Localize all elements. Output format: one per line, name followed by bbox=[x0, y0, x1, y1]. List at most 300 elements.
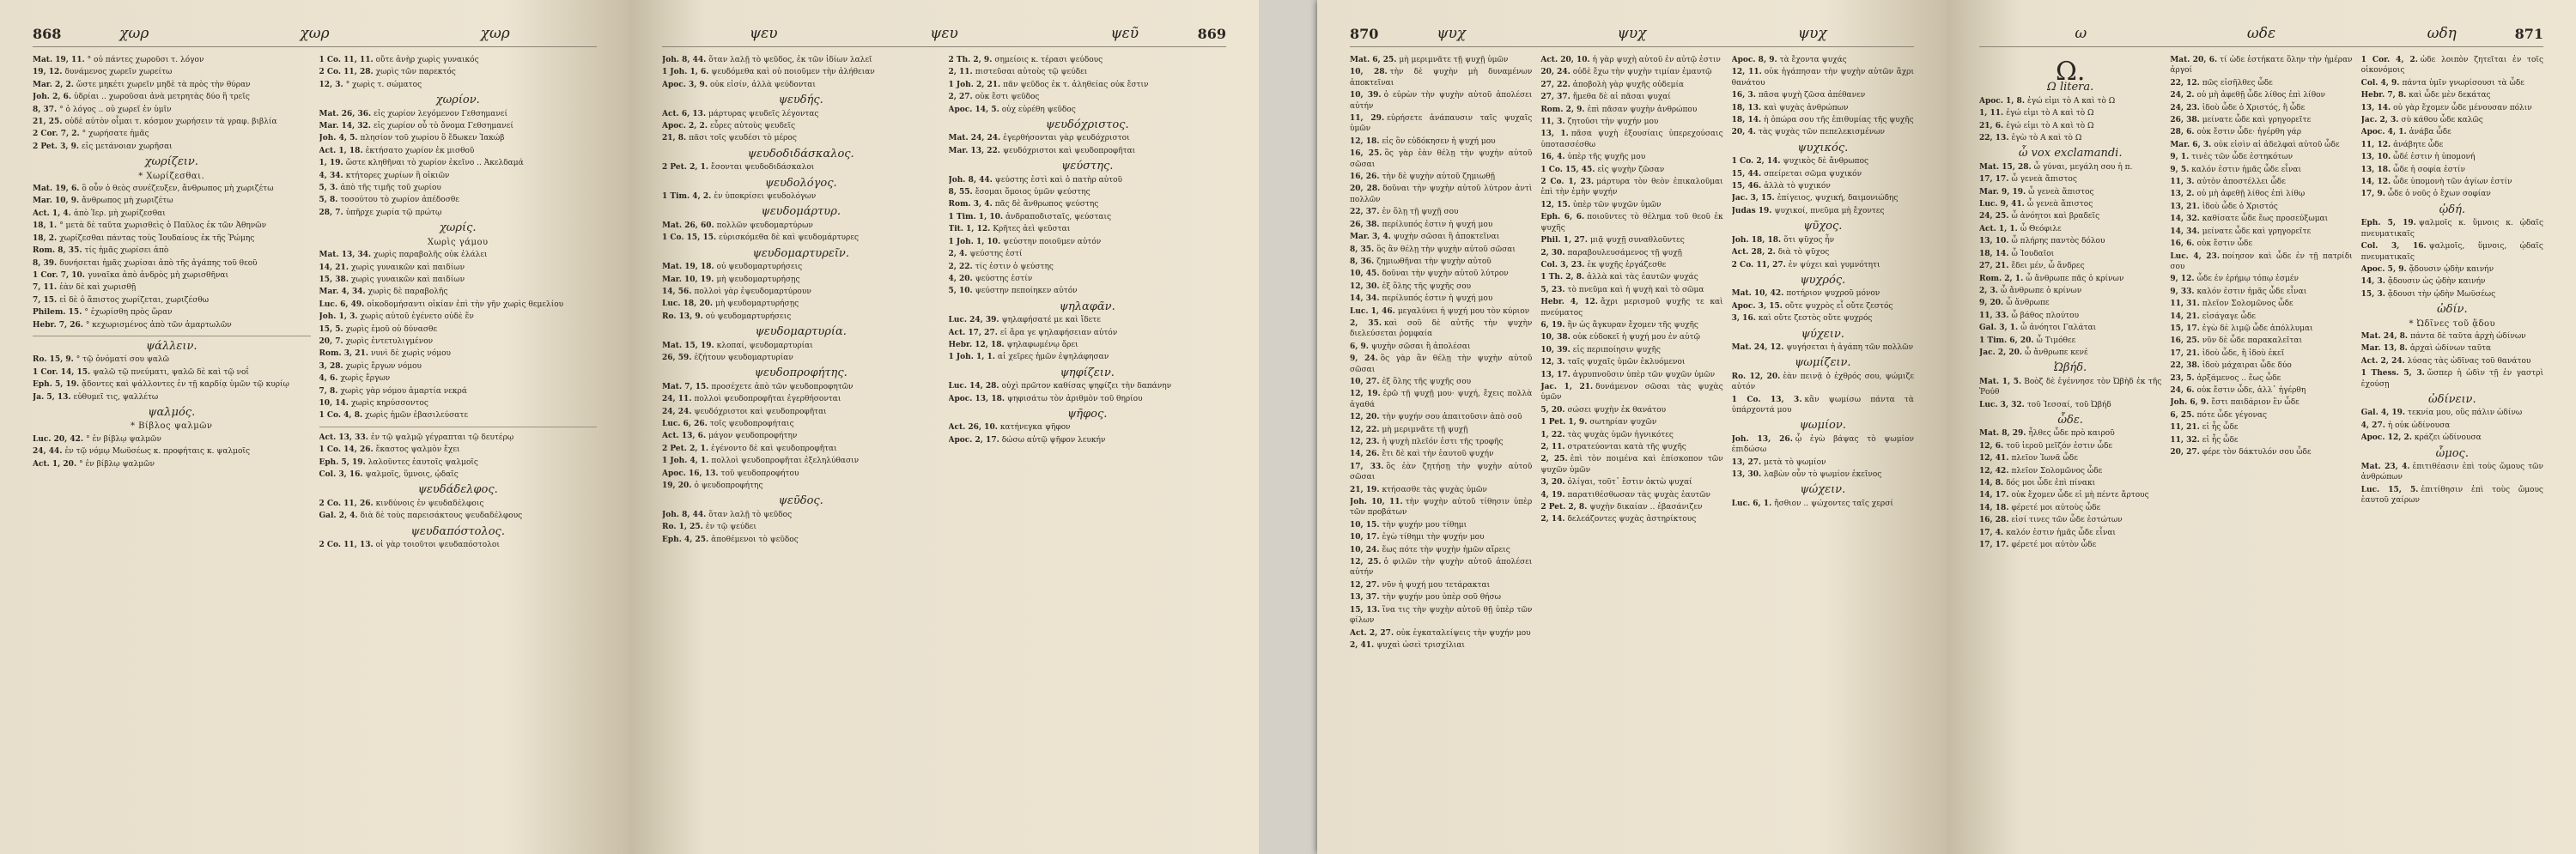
verse-reference: Joh. 10, 11. bbox=[1350, 498, 1403, 507]
verse-text: ὦ ἄνθρωπε πᾶς ὁ κρίνων bbox=[2026, 274, 2124, 283]
verse-reference: 7, 8. bbox=[319, 386, 338, 396]
lemma-heading: ψευδοδιδάσκαλος. bbox=[747, 147, 854, 161]
verse-text: ψηφισάτω τὸν ἀριθμὸν τοῦ θηρίου bbox=[1006, 394, 1143, 403]
verse-reference: Apoc. 5, 9. bbox=[2360, 264, 2407, 274]
concordance-entry bbox=[662, 162, 940, 173]
concordance-entry bbox=[2361, 241, 2543, 263]
verse-reference: 8, 37. bbox=[33, 105, 58, 114]
verse-reference: 1 Tim. 4, 2. bbox=[662, 192, 712, 202]
verse-text: ἡ ψυχὴ πλεῖόν ἐστι τῆς τροφῆς bbox=[1382, 438, 1504, 446]
verse-text: ὁ εὑρὼν τὴν ψυχὴν αὐτοῦ ἀπολέσει αὐτήν bbox=[1350, 91, 1533, 111]
verse-reference: 17, 33. bbox=[1350, 462, 1384, 471]
verse-reference: 1 Cor. 14, 15. bbox=[33, 367, 91, 377]
verse-text: ° ἐν βίβλῳ ψαλμῶν bbox=[79, 459, 155, 469]
verse-reference: 14, 21. bbox=[2170, 312, 2200, 321]
verse-text: δοῦναι τὴν ψυχὴν αὐτοῦ λύτρον bbox=[1382, 270, 1509, 279]
verse-text: τὰς ψυχὰς τῶν πεπελεκισμένων bbox=[1758, 128, 1886, 137]
verse-reference: 1 Co. 2, 14. bbox=[1731, 157, 1781, 167]
concordance-entry bbox=[2361, 356, 2543, 366]
verse-reference: 22, 13. bbox=[1979, 134, 2009, 143]
verse-text: οὐκ ἔστιν ὧδε bbox=[2196, 239, 2253, 249]
verse-reference: 4, 20. bbox=[948, 274, 973, 283]
verse-text: ἰδοὺ ὧδε ὁ Χριστός bbox=[2202, 202, 2278, 211]
verse-reference: 10, 38. bbox=[1540, 333, 1571, 342]
verse-reference: 2 Pet. 3, 9. bbox=[33, 142, 79, 151]
verse-reference: 19, 20. bbox=[662, 482, 692, 490]
verse-text: ἐξ ὅλης τῆς ψυχῆς σου bbox=[1382, 282, 1472, 291]
concordance-entry bbox=[1732, 247, 1914, 257]
verse-text: ὥσπερ ἡ ὠδὶν τῇ ἐν γαστρὶ ἐχούσῃ bbox=[2360, 369, 2543, 389]
verse-text: δελεάζοντες ψυχὰς ἀστηρίκτους bbox=[1567, 515, 1697, 524]
verse-reference: 2 Co. 1, 23. bbox=[1540, 178, 1595, 187]
verse-reference: 1 Co. 4, 8. bbox=[319, 411, 363, 421]
verse-text: ψυχικὸς δὲ ἄνθρωπος bbox=[1783, 157, 1869, 167]
verse-reference: Mat. 26, 60. bbox=[662, 221, 714, 230]
verse-text: ἄνθρωπος μὴ χωριζέτω bbox=[82, 197, 173, 206]
verse-reference: Joh. 6, 9. bbox=[2170, 398, 2209, 408]
running-head: χωρ bbox=[119, 25, 149, 42]
verse-reference: Apoc. 2, 2. bbox=[662, 122, 708, 131]
verse-text: ° χωρὶς τ. σώματος bbox=[345, 80, 422, 89]
verse-text: ἐγὼ τὸ Α καὶ τὸ Ω bbox=[2011, 134, 2082, 143]
concordance-entry bbox=[2170, 287, 2352, 297]
lemma-heading: ὧδε. bbox=[2057, 413, 2083, 427]
verse-text: εὑρήσετε ἀνάπαυσιν ταῖς ψυχαῖς ὑμῶν bbox=[1350, 114, 1533, 134]
concordance-entry bbox=[662, 394, 940, 404]
text-columns bbox=[33, 55, 597, 828]
concordance-entry bbox=[949, 187, 1227, 197]
text-column bbox=[662, 55, 940, 828]
concordance-entry bbox=[1350, 55, 1532, 65]
verse-reference: 1 Th. 2, 8. bbox=[1540, 273, 1585, 282]
verse-reference: Rom. 2, 9. bbox=[1540, 105, 1585, 114]
verse-reference: 12, 18. bbox=[1350, 136, 1380, 146]
verse-text: ὃς ἐὰν ζητήσῃ τὴν ψυχὴν αὐτοῦ σῶσαι bbox=[1350, 462, 1533, 482]
verse-reference: Ro. 15, 9. bbox=[33, 355, 74, 365]
verse-reference: 10, 17. bbox=[1350, 533, 1380, 542]
verse-reference: 16, 26. bbox=[1350, 173, 1380, 182]
verse-text: ψευδόμεθα καὶ οὐ ποιοῦμεν τὴν ἀλήθειαν bbox=[711, 68, 875, 77]
concordance-entry bbox=[949, 133, 1227, 143]
verse-text: ψευδόχριστοι καὶ ψευδοπροφῆται bbox=[694, 407, 827, 416]
concordance-entry bbox=[33, 434, 311, 445]
verse-reference: 18, 14. bbox=[1979, 249, 2009, 258]
concordance-entry bbox=[2170, 165, 2352, 175]
verse-text: οὐ μὴ ἀφεθῇ λίθος ἐπὶ λίθῳ bbox=[2196, 190, 2306, 199]
verse-reference: 8, 55. bbox=[948, 188, 973, 197]
verse-reference: Act. 1, 1. bbox=[1979, 224, 2018, 233]
verse-text: κατήνεγκα ψῆφον bbox=[999, 423, 1071, 433]
verse-reference: 6, 9. bbox=[1350, 342, 1369, 351]
verse-text: ταῖς ψυχαῖς ὑμῶν ἐκλυόμενοι bbox=[1567, 358, 1686, 367]
concordance-entry bbox=[949, 274, 1227, 284]
verse-reference: Act. 26, 10. bbox=[948, 423, 998, 433]
verse-text: ἐὰν δὲ καὶ χωρισθῇ bbox=[59, 283, 137, 293]
verse-text: κἂν ψωμίσω πάντα τὰ ὑπάρχοντά μου bbox=[1731, 395, 1914, 415]
lemma-heading: ψευδάδελφος. bbox=[417, 483, 498, 497]
verse-reference: Jac. 3, 15. bbox=[1731, 194, 1775, 203]
verse-text: ὧδε λοιπὸν ζητεῖται ἐν τοῖς οἰκονόμοις bbox=[2360, 56, 2543, 76]
concordance-entry bbox=[1350, 282, 1532, 292]
verse-reference: 18, 13. bbox=[1731, 103, 1762, 112]
verse-reference: Apoc. 1, 8. bbox=[1979, 96, 2025, 106]
concordance-entry bbox=[1979, 298, 2161, 308]
verse-text: ° οὐ πάντες χωροῦσι τ. λόγον bbox=[87, 56, 204, 64]
lemma-heading: ψευδολόγος. bbox=[764, 176, 837, 190]
verse-text: πᾶσα ψυχὴ ζῶσα ἀπέθανεν bbox=[1758, 91, 1866, 100]
verse-text: διὰ τὸ ψῦχος bbox=[1777, 248, 1830, 257]
page-number: 871 bbox=[2514, 26, 2543, 42]
lemma-heading: ψωμίζειν. bbox=[1795, 356, 1851, 370]
verse-text: τοῦ ψευδοπροφήτου bbox=[720, 469, 799, 478]
verse-reference: 2, 4. bbox=[948, 250, 968, 259]
verse-text: τοῦ Ἰεσσαί, τοῦ Ὠβήδ bbox=[2026, 400, 2111, 409]
verse-text: ἰδοὺ μάχαιραι ὧδε δύο bbox=[2202, 361, 2292, 371]
concordance-entry bbox=[2170, 140, 2352, 150]
verse-text: ψεύστης ἐστὶ καὶ ὁ πατὴρ αὐτοῦ bbox=[994, 175, 1123, 185]
verse-reference: 11, 33. bbox=[1979, 311, 2009, 320]
verse-reference: Joh. 8, 44. bbox=[948, 175, 993, 185]
verse-text: τοῖς ψευδοπροφήταις bbox=[709, 419, 794, 428]
verse-text: ὥστε μηκέτι χωρεῖν μηδὲ τὰ πρὸς τὴν θύραν bbox=[76, 80, 251, 89]
verse-text: ψεύστης ἐστί bbox=[969, 250, 1023, 259]
concordance-entry bbox=[662, 456, 940, 466]
concordance-entry bbox=[949, 340, 1227, 350]
verse-text: ° ὁ λόγος .. οὐ χωρεῖ ἐν ὑμῖν bbox=[59, 105, 172, 114]
verse-text: οὐκ εἰσίν, ἀλλὰ ψεύδονται bbox=[709, 80, 816, 89]
concordance-entry bbox=[1732, 181, 1914, 191]
concordance-entry bbox=[319, 171, 598, 181]
concordance-entry bbox=[662, 275, 940, 285]
concordance-entry bbox=[33, 320, 311, 330]
verse-reference: Mat. 10, 42. bbox=[1731, 289, 1784, 299]
verse-reference: 10, 39. bbox=[1350, 91, 1382, 100]
verse-reference: Philem. 15. bbox=[33, 308, 82, 318]
concordance-entry bbox=[319, 445, 598, 455]
concordance-entry bbox=[1540, 442, 1722, 452]
concordance-entry bbox=[1350, 557, 1532, 578]
concordance-entry bbox=[1979, 348, 2161, 358]
concordance-entry bbox=[2361, 140, 2543, 150]
verse-text: οἰκοδομήσαντι οἰκίαν ἐπὶ τὴν γῆν χωρὶς θεμελίου bbox=[367, 300, 564, 309]
verse-text: μείνατε ὧδε καὶ γρηγορεῖτε bbox=[2202, 116, 2312, 125]
concordance-entry bbox=[2361, 152, 2543, 162]
verse-text: ° χωρήσατε ἡμᾶς bbox=[82, 130, 149, 139]
lemma-heading: ψῆφος. bbox=[1067, 407, 1108, 421]
lemma-heading: ψῦχος. bbox=[1803, 220, 1843, 233]
verse-text: δώσω αὐτῷ ψῆφον λευκήν bbox=[1001, 435, 1106, 445]
verse-reference: Apoc. 8, 9. bbox=[1731, 56, 1777, 64]
verse-text: φέρετέ μοι αὐτοὺς ὧδε bbox=[2011, 503, 2101, 512]
concordance-entry bbox=[319, 511, 598, 521]
verse-reference: Col. 3, 16. bbox=[2360, 242, 2427, 251]
verse-text: πλεῖον Ἰωνᾶ ὧδε bbox=[2011, 454, 2078, 463]
verse-text: ὧδε ὑπομονὴ τῶν ἁγίων ἐστίν bbox=[2393, 178, 2512, 187]
verse-text: φέρε τὸν δάκτυλόν σου ὧδε bbox=[2202, 448, 2312, 457]
verse-text: πᾶς δὲ ἄνθρωπος ψεύστης bbox=[994, 200, 1099, 209]
concordance-entry bbox=[1350, 136, 1532, 147]
verse-text: Κρῆτες ἀεὶ ψεῦσται bbox=[993, 225, 1071, 234]
concordance-entry bbox=[1350, 640, 1532, 651]
concordance-entry bbox=[1350, 220, 1532, 230]
verse-text: οὐδὲ ἔχω τὴν ψυχὴν τιμίαν ἐμαυτῷ bbox=[1572, 68, 1712, 77]
concordance-entry bbox=[1540, 212, 1722, 233]
concordance-entry bbox=[1732, 313, 1914, 324]
verse-text: τινὲς τῶν ὧδε ἑστηκότων bbox=[2191, 153, 2293, 162]
verse-text: ὦ πλήρης παντὸς δόλου bbox=[2011, 237, 2105, 246]
verse-text: παρατιθέσθωσαν τὰς ψυχὰς ἑαυτῶν bbox=[1567, 490, 1711, 500]
verse-reference: 10, 14. bbox=[319, 398, 349, 408]
concordance-entry bbox=[2170, 227, 2352, 237]
verse-text: ᾄδοντες καὶ ψάλλοντες ἐν τῇ καρδίᾳ ὑμῶν τῷ κυρίῳ bbox=[82, 380, 289, 390]
lemma-heading: χωρίς. bbox=[439, 221, 477, 235]
concordance-entry bbox=[2170, 299, 2352, 309]
verse-text: ὧδε ὁ νοῦς ὁ ἔχων σοφίαν bbox=[2387, 190, 2491, 199]
verse-reference: 14, 32. bbox=[2170, 215, 2200, 224]
running-head: ω bbox=[2075, 25, 2087, 42]
verse-reference: 6, 19. bbox=[1540, 320, 1565, 330]
text-column bbox=[1350, 55, 1532, 828]
verse-reference: Mar. 9, 19. bbox=[1979, 187, 2026, 197]
verse-reference: 28, 6. bbox=[2170, 128, 2195, 137]
verse-text: ψευδόχριστοι καὶ ψευδοπροφῆται bbox=[1002, 146, 1136, 155]
verse-reference: 13, 37. bbox=[1350, 593, 1380, 603]
concordance-entry bbox=[949, 92, 1227, 102]
concordance-entry bbox=[319, 540, 598, 550]
concordance-entry bbox=[2361, 462, 2543, 483]
concordance-entry bbox=[1732, 103, 1914, 113]
verse-reference: 2, 3. bbox=[1979, 286, 1998, 295]
verse-reference: 12, 19. bbox=[1350, 390, 1381, 399]
verse-reference: 20, 4. bbox=[1731, 128, 1756, 137]
concordance-entry bbox=[662, 481, 940, 491]
verse-reference: 12, 15. bbox=[1540, 200, 1571, 209]
verse-reference: Mat. 20, 6. bbox=[2170, 56, 2218, 64]
concordance-entry bbox=[662, 67, 940, 77]
verse-text: ἵνα τις τὴν ψυχὴν αὐτοῦ θῇ ὑπὲρ τῶν φίλων bbox=[1350, 605, 1533, 626]
concordance-entry bbox=[1350, 412, 1532, 422]
concordance-entry bbox=[2361, 165, 2543, 175]
verse-reference: Apoc. 16, 13. bbox=[662, 469, 719, 478]
concordance-entry bbox=[1350, 592, 1532, 603]
concordance-entry bbox=[662, 287, 940, 297]
concordance-entry bbox=[33, 307, 311, 318]
concordance-entry bbox=[33, 392, 311, 403]
concordance-entry bbox=[1732, 235, 1914, 245]
verse-reference: 19, 12. bbox=[33, 68, 63, 77]
verse-text: μὴ ψευδομαρτυρήσῃς bbox=[716, 275, 800, 284]
concordance-entry bbox=[33, 459, 311, 469]
verse-reference: 2 Pet. 2, 1. bbox=[662, 444, 708, 453]
concordance-entry bbox=[1350, 113, 1532, 135]
verse-text: ὦ Θεόφιλε bbox=[2020, 224, 2062, 233]
verse-text: μιᾷ ψυχῇ συναθλοῦντες bbox=[1589, 236, 1685, 245]
verse-reference: 13, 1. bbox=[1540, 130, 1569, 139]
verse-reference: Act. 28, 2. bbox=[1731, 248, 1776, 257]
verse-reference: 12, 42. bbox=[1979, 466, 2009, 475]
verse-text: ψαλμοῖς, ὕμνοις, ᾠδαῖς bbox=[365, 470, 459, 479]
concordance-entry bbox=[33, 55, 311, 65]
right-book-spread bbox=[1317, 0, 2576, 854]
verse-text: ἀνδραποδισταῖς, ψεύσταις bbox=[1005, 212, 1112, 221]
concordance-entry bbox=[1979, 528, 2161, 538]
verse-text: ἔσομαι ὅμοιος ὑμῶν ψεύστης bbox=[975, 188, 1091, 197]
concordance-entry bbox=[1540, 320, 1722, 330]
verse-reference: Mar. 13, 8. bbox=[2360, 344, 2408, 354]
concordance-entry bbox=[1540, 405, 1722, 415]
concordance-entry bbox=[2361, 368, 2543, 390]
verse-text: ἰδοὺ ὧδε ὁ Χριστός, ἢ ὧδε bbox=[2202, 103, 2306, 112]
verse-reference: Act. 6, 13. bbox=[662, 109, 707, 118]
verse-text: μάρτυρας ψευδεῖς λέγοντας bbox=[708, 109, 819, 118]
text-columns bbox=[662, 55, 1226, 828]
verse-reference: 13, 27. bbox=[1731, 457, 1762, 467]
verse-text: ᾄδουσιν ὡς ᾠδὴν καινήν bbox=[2387, 277, 2486, 287]
verse-reference: Joh. 8, 44. bbox=[662, 56, 707, 64]
concordance-entry bbox=[662, 299, 940, 309]
page-number: 868 bbox=[33, 26, 62, 42]
concordance-entry bbox=[33, 196, 311, 206]
concordance-entry bbox=[1350, 245, 1532, 255]
verse-text: ἡ ὀπώρα σου τῆς ἐπιθυμίας τῆς ψυχῆς bbox=[1764, 116, 1914, 125]
verse-reference: Eph. 4, 25. bbox=[662, 535, 709, 544]
concordance-entry bbox=[1350, 232, 1532, 242]
verse-text: τὴν ψυχὴν αὐτοῦ τίθησιν ὑπὲρ τῶν προβάτων bbox=[1350, 498, 1533, 518]
concordance-entry bbox=[319, 348, 598, 359]
verse-reference: 12, 22. bbox=[1350, 425, 1380, 434]
verse-text: χωρὶς ἔργων νόμου bbox=[345, 361, 422, 371]
verse-text: μὴ μεριμνᾶτε τῇ ψυχῇ ὑμῶν bbox=[1399, 56, 1509, 64]
concordance-entry bbox=[2170, 251, 2352, 273]
concordance-entry bbox=[1350, 425, 1532, 435]
concordance-entry bbox=[1540, 235, 1722, 245]
left-book-spread bbox=[0, 0, 1259, 854]
concordance-entry bbox=[33, 80, 311, 90]
verse-text: ἐγένοντο δὲ καὶ ψευδοπροφῆται bbox=[711, 444, 837, 453]
concordance-entry bbox=[662, 55, 940, 65]
verse-reference: Mat. 24, 12. bbox=[1731, 342, 1784, 352]
concordance-entry bbox=[2170, 348, 2352, 359]
concordance-entry bbox=[1979, 224, 2161, 234]
verse-text: ἐγώ εἰμι τὸ Α καὶ τὸ Ω bbox=[2006, 109, 2094, 118]
verse-reference: Mat. 23, 4. bbox=[2360, 463, 2410, 471]
verse-text: ἀποβολὴ γὰρ ψυχῆς οὐδεμία bbox=[1572, 80, 1685, 89]
verse-reference: 27, 22. bbox=[1540, 80, 1571, 89]
verse-text: οὐ μὴ ἀφεθῇ ὧδε λίθος ἐπὶ λίθον bbox=[2196, 91, 2326, 100]
verse-reference: Mar. 6, 3. bbox=[2170, 140, 2212, 149]
verse-text: ὥστε κληθῆναι τὸ χωρίον ἐκεῖνο .. Ἀκελδαμά bbox=[345, 159, 524, 168]
verse-reference: 3, 16. bbox=[1731, 314, 1756, 324]
concordance-entry bbox=[1979, 428, 2161, 439]
concordance-entry bbox=[1732, 469, 1914, 480]
concordance-entry bbox=[1979, 466, 2161, 476]
verse-reference: 2 Cor. 7, 2. bbox=[33, 130, 80, 139]
verse-reference: 5, 10. bbox=[948, 287, 973, 296]
verse-reference: Luc. 24, 39. bbox=[948, 316, 999, 325]
verse-reference: 21, 19. bbox=[1350, 485, 1380, 494]
verse-reference: Hebr. 4, 12. bbox=[1540, 298, 1598, 307]
concordance-entry bbox=[2170, 127, 2352, 137]
concordance-entry bbox=[949, 199, 1227, 209]
verse-reference: 20, 28. bbox=[1350, 185, 1381, 194]
verse-reference: 15, 17. bbox=[2170, 324, 2200, 333]
verse-text: εἰ ἦς ὧδε bbox=[2202, 423, 2239, 433]
verse-reference: 14, 18. bbox=[1979, 503, 2009, 512]
concordance-entry bbox=[319, 263, 598, 273]
concordance-entry bbox=[1540, 430, 1722, 440]
verse-reference: 13, 14. bbox=[2360, 103, 2391, 112]
verse-reference: 12, 23. bbox=[1350, 438, 1380, 446]
concordance-entry bbox=[1732, 169, 1914, 179]
verse-reference: Rom. 2, 1. bbox=[1979, 274, 2024, 283]
verse-text: ὃς γὰρ ἂν θέλῃ τὴν ψυχὴν αὐτοῦ σῶσαι bbox=[1350, 354, 1533, 374]
verse-reference: 1 Co. 15, 15. bbox=[662, 233, 717, 243]
verse-text: ° κεχωρισμένος ἀπὸ τῶν ἁμαρτωλῶν bbox=[85, 320, 232, 330]
verse-reference: Luc. 14, 28. bbox=[948, 382, 999, 391]
verse-text: ἔδει μέν, ὦ ἄνδρες bbox=[2011, 262, 2085, 271]
verse-text: ὃ οὖν ὁ θεὸς συνέζευξεν, ἄνθρωπος μὴ χωριζέτω bbox=[82, 185, 274, 194]
verse-reference: 1 Co. 14, 26. bbox=[319, 445, 374, 455]
concordance-entry bbox=[662, 262, 940, 272]
verse-reference: 17, 9. bbox=[2360, 190, 2385, 199]
verse-text: χωρὶς ἡμῶν ἐβασιλεύσατε bbox=[365, 411, 469, 421]
concordance-entry bbox=[319, 55, 598, 65]
concordance-entry bbox=[1540, 80, 1722, 90]
verse-text: ἀνάβα ὧδε bbox=[2409, 128, 2451, 137]
verse-text: ζητοῦσι τὴν ψυχήν μου bbox=[1567, 118, 1659, 127]
verse-text: ἐγὼ δὲ λιμῷ ὧδε ἀπόλλυμαι bbox=[2202, 324, 2313, 333]
verse-text: τί ὧδε ἑστήκατε ὅλην τὴν ἡμέραν ἀργοί bbox=[2170, 56, 2353, 76]
verse-reference: 1 Co. 13, 3. bbox=[1731, 395, 1802, 404]
verse-reference: Mar. 10, 9. bbox=[33, 197, 80, 206]
verse-text: ὦ ἄνθρωπε κενέ bbox=[2025, 348, 2088, 357]
verse-text: σωτηρίαν ψυχῶν bbox=[1589, 418, 1657, 427]
lemma-heading: ψηλαφᾶν. bbox=[1059, 300, 1115, 313]
concordance-entry bbox=[1732, 67, 1914, 88]
verse-text: ἐν τῷ νόμῳ Μωϋσέως κ. προφήταις κ. ψαλμοῖς bbox=[64, 447, 250, 457]
verse-reference: 15, 44. bbox=[1731, 169, 1762, 179]
concordance-entry bbox=[1732, 206, 1914, 216]
text-column bbox=[2170, 55, 2352, 828]
concordance-entry bbox=[2170, 239, 2352, 249]
verse-text: εἰς χωρίον οὗ τὸ ὄνομα Γεθσημανεί bbox=[373, 122, 513, 131]
concordance-entry bbox=[662, 522, 940, 532]
verse-reference: Col. 3, 16. bbox=[319, 470, 363, 479]
running-head: χωρ bbox=[300, 25, 330, 42]
concordance-entry bbox=[2170, 115, 2352, 125]
concordance-entry bbox=[33, 270, 311, 281]
concordance-entry bbox=[662, 353, 940, 363]
verse-reference: 1 Joh. 1, 10. bbox=[948, 237, 1001, 246]
concordance-entry bbox=[1350, 294, 1532, 304]
verse-reference: 15, 3. bbox=[2360, 289, 2385, 299]
concordance-entry bbox=[1350, 67, 1532, 88]
concordance-entry bbox=[1979, 336, 2161, 346]
concordance-entry bbox=[1979, 377, 2161, 398]
concordance-entry bbox=[1979, 174, 2161, 185]
verse-text: κράζει ὠδίνουσα bbox=[2414, 433, 2482, 443]
verse-text: εἰς ψυχὴν ζῶσαν bbox=[1597, 165, 1665, 174]
verse-reference: 1 Joh. 1, 1. bbox=[948, 353, 995, 362]
verse-text: μεγαλύνει ἡ ψυχή μου τὸν κύριον bbox=[1397, 306, 1530, 316]
concordance-entry bbox=[2170, 202, 2352, 212]
verse-reference: 1 Cor. 4, 2. bbox=[2360, 56, 2418, 64]
verse-text: αἱ χεῖρες ἡμῶν ἐψηλάφησαν bbox=[997, 353, 1109, 362]
concordance-entry bbox=[1540, 165, 1722, 175]
verse-reference: 2 Co. 11, 13. bbox=[319, 541, 374, 550]
concordance-entry bbox=[1732, 90, 1914, 100]
verse-text: πιστεῦσαι αὐτοὺς τῷ ψεύδει bbox=[975, 68, 1088, 77]
